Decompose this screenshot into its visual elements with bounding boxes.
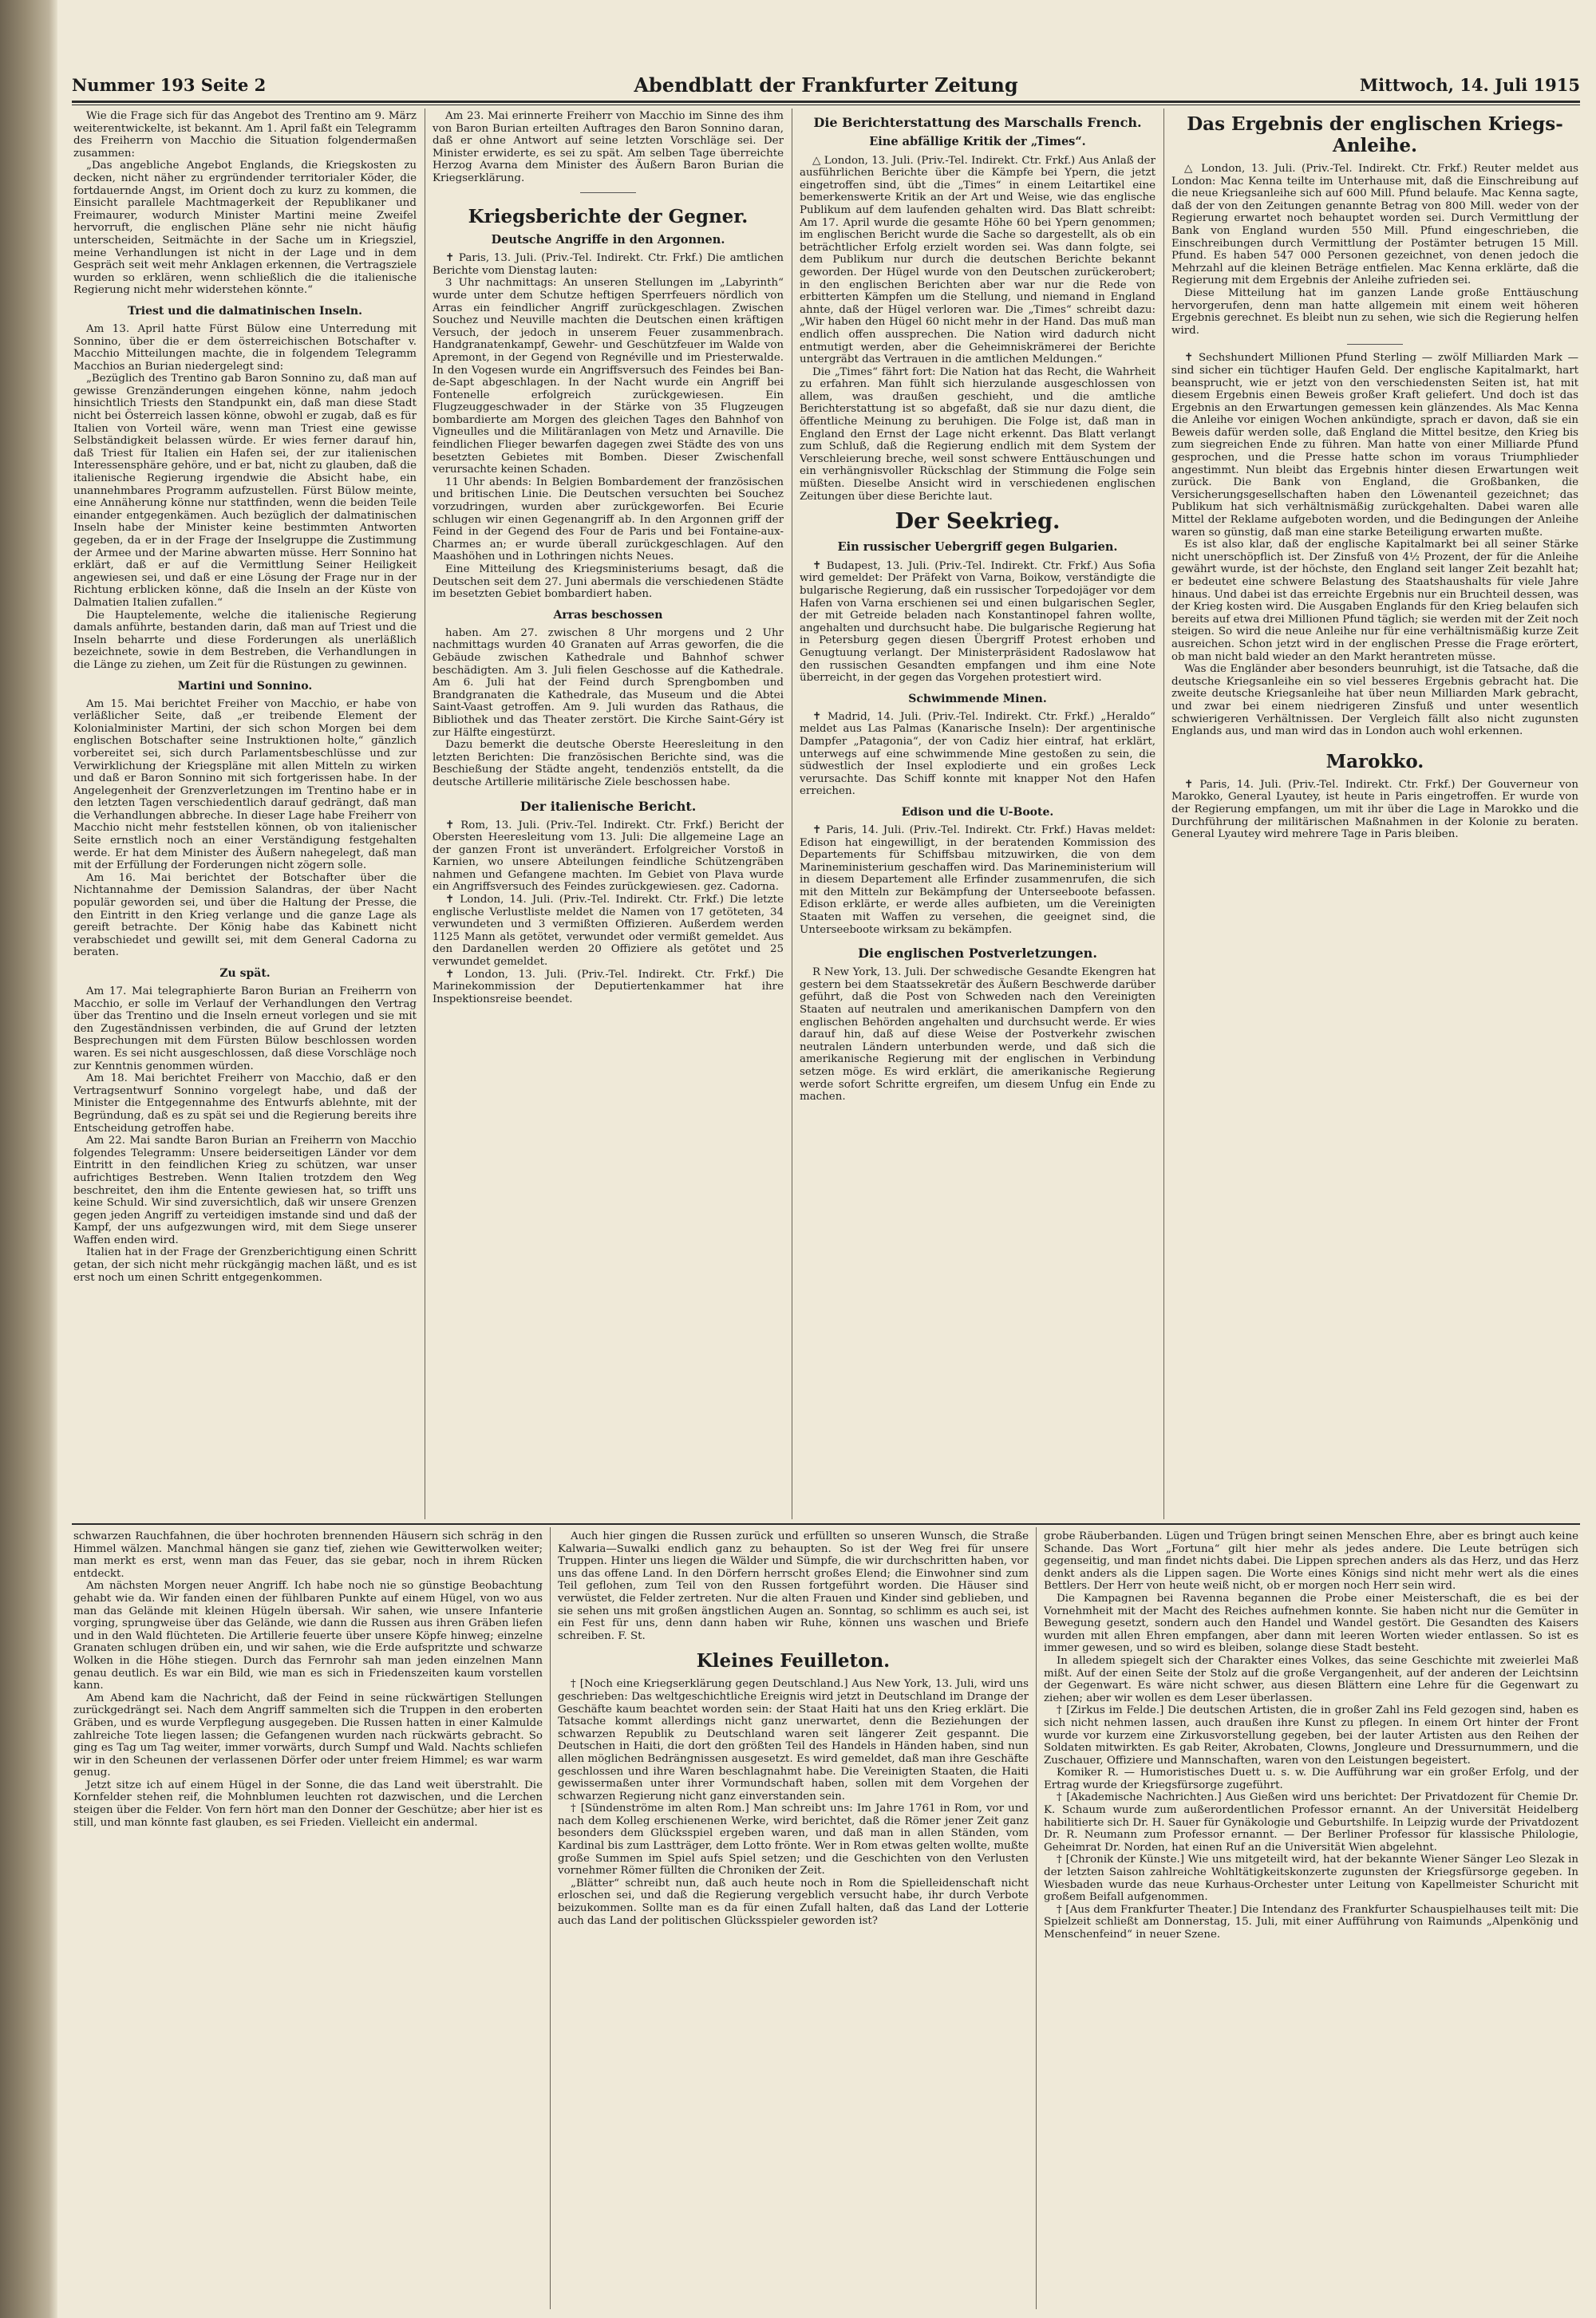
feuilleton-column <box>73 1530 543 2309</box>
paragraph: ✝ London, 13. Juli. (Priv.-Tel. Indirekt. Ctr. Frkf.) Die Marinekommission der Deputiertenkammer hat ihre Inspektionsreise beendet. <box>433 968 784 1005</box>
paragraph: ✝ London, 14. Juli. (Priv.-Tel. Indirekt. Ctr. Frkf.) Die letzte englische Verlustliste meldet die Namen von 17 getöteten, 34 verwundeten und 3 vermißten Offizieren. Außerdem werden 1125 Mann als getötet, verwundet oder vermißt gemeldet. Aus den Dardanellen werden 20 Offiziere als getötet und 25 verwundet gemeldet. <box>433 894 784 969</box>
paragraph: ✝ Paris, 14. Juli. (Priv.-Tel. Indirekt. Ctr. Frkf.) Der Gouverneur von Marokko, General Lyautey, ist heute in Paris eingetroffen. Er wurde von der Regierung empfangen, um mit ihr über die Lage in Marokko und die Durchführung der militärischen Maßnahmen in der Kolonie zu beraten. General Lyautey wird mehrere Tage in Paris bleiben. <box>1171 778 1578 841</box>
paragraph: △ London, 13. Juli. (Priv.-Tel. Indirekt. Ctr. Frkf.) Reuter meldet aus London: Mac Kenna teilte im Unterhause mit, daß die Einschreibung auf die neue Kriegsanleihe sich auf 600 Mill. Pfund belaufe. Mac Kenna sagte, daß der von den Zeitungen genannte Betrag von 800 Mill. weder von der Regierung erwartet noch behauptet worden sei. Durch Vermittlung der Bank von England wurden 550 Mill. Pfund eingeschrieben, die Einschreibungen durch Vermittlung der Postämter betrugen 15 Mill. Pfund. Es haben 547 000 Personen gezeichnet, von denen jedoch die Mehrzahl auf die kleinen Beträge entfielen. Mac Kenna erklärte, daß die Regierung mit dem Ergebnis der Anleihe zufrieden sei. <box>1171 163 1578 287</box>
section-rule <box>72 1523 1580 1525</box>
paragraph: „Bezüglich des Trentino gab Baron Sonnino zu, daß man auf gewisse Grenzänderungen eingehen könne, nahm jedoch hinsichtlich Triests den Standpunkt ein, daß man diese Stadt nicht bei Österreich lassen könne, obwohl er zugab, daß es für Italien von Vorteil wäre, wenn man Triest eine gewisse Selbständigkeit belassen würde. Er wies ferner darauf hin, daß Triest für Italien ein Hafen sei, der zur italienischen Interessensphäre gehöre, und er bat, nicht zu glauben, daß die italienische Regierung irgendwie die Absicht habe, ein unannehmbares Programm aufzustellen. Fürst Bülow meinte, eine Annäherung könne nur stattfinden, wenn die beiden Teile einander entgegenkämen. Auch bezüglich der dalmatinischen Inseln habe der Minister keine bestimmten Antworten gegeben, da er in der Frage der Inselgruppe die Zustimmung der Armee und der Marine abwarten müsse. Herr Sonnino hat erklärt, daß er auf die Vermittlung Seiner Heiligkeit angewiesen sei, und daß er eine Lösung der Frage nur in der Richtung erblicken könne, daß die Inseln an der Küste von Dalmatien Italien zufallen.“ <box>73 373 417 609</box>
paragraph: schwarzen Rauchfahnen, die über hochroten brennenden Häusern sich schräg in den Himmel wälzen. Manchmal hängen sie ganz tief, ziehen wie Gewitterwolken weiter; man merkt es erst, wenn man das Feuer, das sie gebar, noch in ihrem Rücken entdeckt. <box>73 1530 543 1580</box>
paragraph: Jetzt sitze ich auf einem Hügel in der Sonne, die das Land weit überstrahlt. Die Kornfelder stehen reif, die Mohnblumen leuchten rot dazwischen, und die Lerchen steigen über die Felder. Von fern hört man den Donner der Geschütze; aber hier ist es still, und man könnte fast glauben, es sei Frieden. Vielleicht ein andermal. <box>73 1779 543 1829</box>
paragraph: ✝ Rom, 13. Juli. (Priv.-Tel. Indirekt. Ctr. Frkf.) Bericht der Obersten Heeresleitung vom 13. Juli: Die allgemeine Lage an der ganzen Front ist unverändert. Erfolgreicher Vorstoß in Karnien, wo unsere Abteilungen feindliche Schützengräben nahmen und Gefangene machten. Im Gebiet von Plava wurde ein Angriffsversuch des Feindes zurückgewiesen. gez. Cadorna. <box>433 819 784 894</box>
paragraph: Die Hauptelemente, welche die italienische Regierung damals anführte, bestanden darin, daß man auf Triest und die Inseln beharrte und diese Forderungen als unerläßlich bezeichnete, sowie in dem Bestreben, die Verhandlungen in die Länge zu ziehen, um Zeit für die Rüstungen zu gewinnen. <box>73 609 417 671</box>
column-divider <box>550 1527 551 2309</box>
paragraph: Dazu bemerkt die deutsche Oberste Heeresleitung in den letzten Berichten: Die französischen Berichte sind, was die Beschießung der Städte angeht, tendenziös entstellt, da die deutsche Artillerie militärische Ziele beschossen habe. <box>433 739 784 788</box>
paragraph: Am Abend kam die Nachricht, daß der Feind in seine rückwärtigen Stellungen zurückgedrängt sei. Nach dem Angriff sammelten sich die Truppen in den eroberten Gräben, und es wurde Verpflegung ausgegeben. Die Russen hatten in einer Kalmulde zahlreiche Tote liegen lassen; die Gefangenen wurden nach rückwärts gebracht. So ging es Tag um Tag weiter, immer vorwärts, durch Sumpf und Wald. Nachts schliefen wir in den Scheunen der verlassenen Dörfer oder unter freiem Himmel; es war warm genug. <box>73 1692 543 1779</box>
paragraph: △ London, 13. Juli. (Priv.-Tel. Indirekt. Ctr. Frkf.) Aus Anlaß der ausführlichen Berichte über die Kämpfe bei Ypern, die jetzt eingetroffen sind, übt die „Times“ in einem Leitartikel eine bemerkenswerte Kritik an der Art und Weise, wie das englische Publikum auf dem laufenden gehalten wird. Das Blatt schreibt: Am 17. April wurde die gesamte Höhe 60 bei Ypern genommen; im englischen Bericht wurde die Sache so dargestellt, als ob ein beträchtlicher Erfolg erzielt worden sei. Was dann folgte, sei dem Publikum nur durch die deutschen Berichte bekannt geworden. Der Hügel wurde von den Deutschen zurückerobert; in den englischen Berichten aber war nur die Rede von erbitterten Kämpfen um die Stellung, und niemand in England ahnte, daß der Hügel verloren war. Die „Times“ schreibt dazu: „Wir haben den Hügel 60 nicht mehr in der Hand. Das muß man endlich offen aussprechen. Die Nation wird dadurch nicht entmutigt werden, aber die Geheimniskrämerei der Berichte untergräbt das Vertrauen in die amtlichen Meldungen.“ <box>800 154 1156 366</box>
paragraph: Die „Times“ fährt fort: Die Nation hat das Recht, die Wahrheit zu erfahren. Man fühlt sich hierzulande ausgeschlossen von allem, was draußen geschieht, und die amtliche Berichterstattung ist so abgefaßt, daß sie nur dazu dient, die öffentliche Meinung zu beruhigen. Die Folge ist, daß man in England den Ernst der Lage nicht erkennt. Das Blatt verlangt zum Schluß, daß die Regierung endlich mit dem System der Verschleierung breche, weil sonst schwere Enttäuschungen und ein verhängnisvoller Rückschlag der Stimmung die Folge sein müßten. Dieselbe Ansicht wird in verschiedenen englischen Zeitungen über diese Berichte laut. <box>800 365 1156 503</box>
paragraph: † [Noch eine Kriegserklärung gegen Deutschland.] Aus New York, 13. Juli, wird uns geschrieben: Das weltgeschichtliche Ereignis wird jetzt in Deutschland im Drange der Geschäfte kaum beachtet worden sein: der Staat Haiti hat uns den Krieg erklärt. Die Tatsache kommt allerdings nicht ganz unerwartet, denn die Beziehungen der schwarzen Republik zu Deutschland waren seit längerer Zeit gespannt. Die Deutschen in Haiti, die dort den größten Teil des Handels in Händen haben, sind nun allen möglichen Bedrängnissen ausgesetzt. Es wird gemeldet, daß man ihre Geschäfte geschlossen und ihre Waren beschlagnahmt habe. Die Vereinigten Staaten, die Haiti gewissermaßen unter ihrer Vormundschaft haben, sollen mit dem Vorgehen der schwarzen Regierung nicht ganz einverstanden sein. <box>558 1678 1029 1803</box>
paragraph: R New York, 13. Juli. Der schwedische Gesandte Ekengren hat gestern bei dem Staatssekretär des Äußern Beschwerde darüber geführt, daß die Post von Schweden nach den Vereinigten Staaten auf neutralen und amerikanischen Dampfern von den englischen Behörden angehalten und durchsucht werde. Er wies darauf hin, daß auf diese Weise der Postverkehr zwischen neutralen Ländern unterbunden werde, und daß sich die amerikanische Regierung mit der englischen in Verbindung setzen möge. Es wird erklärt, die amerikanische Regierung werde sofort Schritte ergreifen, um diesem Unfug ein Ende zu machen. <box>800 966 1156 1104</box>
paragraph: 11 Uhr abends: In Belgien Bombardement der französischen und britischen Linie. Die Deutschen versuchten bei Souchez vorzudringen, wurden aber zurückgeworfen. Bei Ecurie schlugen wir einen Gegenangriff ab. In den Argonnen griff der Feind in der Gegend des Four de Paris und bei Fontaine-aux-Charmes an; er wurde überall zurückgeschlagen. Auf den Maashöhen und in Lothringen nichts Neues. <box>433 476 784 563</box>
subheading: Eine abfällige Kritik der „Times“. <box>869 135 1086 148</box>
paragraph: Italien hat in der Frage der Grenzberichtigung einen Schritt getan, der sich nicht mehr rückgängig machen läßt, und es ist erst noch um einen Schritt entgegenkommen. <box>73 1246 417 1284</box>
newspaper-page <box>57 0 1596 2318</box>
subheading: Deutsche Angriffe in den Argonnen. <box>491 232 725 247</box>
column-divider <box>1036 1527 1037 2309</box>
section-heading: Martini und Sonnino. <box>177 679 313 693</box>
paragraph: Komiker R. — Humoristisches Duett u. s. w. Die Aufführung war ein großer Erfolg, und der Ertrag wurde der Kriegsfürsorge zugeführt. <box>1044 1767 1578 1791</box>
article-column <box>1171 110 1578 1519</box>
article-column <box>800 110 1156 1519</box>
section-heading: Der italienische Bericht. <box>519 798 697 814</box>
section-heading: Kriegsberichte der Gegner. <box>468 205 749 227</box>
paragraph: In alledem spiegelt sich der Charakter eines Volkes, das seine Geschichte mit zweierlei Maß mißt. Auf der einen Seite der Stolz auf die große Vergangenheit, auf der anderen der Leichtsinn der Gegenwart. Es wäre nicht schwer, aus diesen Blättern eine Lehre für die Gegenwart zu ziehen; aber wir wollen es dem Leser überlassen. <box>1044 1654 1578 1704</box>
paragraph: ✝ Budapest, 13. Juli. (Priv.-Tel. Indirekt. Ctr. Frkf.) Aus Sofia wird gemeldet: Der Präfekt von Varna, Boikow, verständigte die bulgarische Regierung, daß ein russischer Torpedojäger vor dem Hafen von Varna erschienen sei und einen bulgarischen Segler, der mit Getreide beladen nach Konstantinopel fahren wollte, angehalten und durchsucht habe. Die bulgarische Regierung hat in Petersburg gegen diesen Übergriff Protest erhoben und Genugtuung verlangt. Der Ministerpräsident Radoslawow hat den russischen Gesandten empfangen und ihm eine Note überreicht, in der gegen das Vorgehen protestiert wird. <box>800 559 1156 685</box>
divider <box>1347 344 1403 345</box>
paragraph: Es ist also klar, daß der englische Kapitalmarkt bei all seiner Stärke nicht unerschöpflich ist. Der Zinsfuß von 4½ Prozent, der für die Anleihe gewährt wurde, ist der höchste, den England seit langer Zeit bezahlt hat; er bedeutet eine schwere Belastung des Staatshaushalts für viele Jahre hinaus. Und dabei ist das erreichte Ergebnis nur ein Bruchteil dessen, was der Krieg kosten wird. Die Ausgaben Englands für den Krieg belaufen sich bereits auf etwa drei Millionen Pfund täglich; sie werden mit der Zeit noch steigen. So wird die neue Anleihe nur für eine verhältnismäßig kurze Zeit ausreichen. Schon jetzt wird in der englischen Presse die Frage erörtert, ob man nicht bald wieder an den Markt herantreten müsse. <box>1171 539 1578 663</box>
paragraph: Was die Engländer aber besonders beunruhigt, ist die Tatsache, daß die deutsche Kriegsanleihe ein so viel besseres Ergebnis gebracht hat. Die zweite deutsche Kriegsanleihe hat über neun Milliarden Mark gebracht, und zwar bei einem niedrigeren Zinsfuß und unter wesentlich schwierigeren Verhältnissen. Der Vergleich fällt also nicht zugunsten Englands aus, und man wird das in London auch wohl erkennen. <box>1171 663 1578 738</box>
paragraph: Am 13. April hatte Fürst Bülow eine Unterredung mit Sonnino, über die er dem österreichischen Botschafter v. Macchio Mitteilungen machte, die in folgendem Telegramm Macchios an Burian niedergelegt sind: <box>73 322 417 373</box>
paragraph: Diese Mitteilung hat im ganzen Lande große Enttäuschung hervorgerufen, denn man hatte allgemein mit einem weit höheren Ergebnis gerechnet. Es bleibt nun zu sehen, wie sich die Regierung helfen wird. <box>1171 286 1578 337</box>
paragraph: Wie die Frage sich für das Angebot des Trentino am 9. März weiterentwickelte, ist bekannt. Am 1. April faßt ein Telegramm des Freiherrn von Macchio die Situation folgendermaßen zusammen: <box>73 110 417 160</box>
feuilleton-column <box>558 1530 1029 2309</box>
paragraph: 3 Uhr nachmittags: An unseren Stellungen im „Labyrinth“ wurde unter dem Schutze heftigen Sperrfeuers nördlich von Arras ein feindlicher Angriff zurückgeschlagen. Zwischen Souchez und Neuville machten die Deutschen einen kräftigen Versuch, der jedoch in unserem Feuer zusammenbrach. Handgranatenkampf, Gewehr- und Geschützfeuer im Walde von Apremont, in der Gegend von Regnéville und im Priesterwalde. In den Vogesen wurde ein Angriffsversuch des Feindes bei Ban-de-Sapt abgeschlagen. In der Nacht wurde ein Angriff bei Fontenelle erfolgreich zurückgewiesen. Ein Flugzeuggeschwader in der Stärke von 35 Flugzeugen bombardierte am Morgen des gleichen Tages den Bahnhof von Vigneulles und die Militäranlagen von Metz und Arnaville. Die feindlichen Flieger bewarfen dagegen zwei Städte des von uns besetzten Gebietes mit Bomben. Dieser Zwischenfall verursachte keinen Schaden. <box>433 277 784 476</box>
section-heading: Die Berichterstattung des Marschalls French. <box>813 115 1142 130</box>
paragraph: grobe Räuberbanden. Lügen und Trügen bringt seinen Menschen Ehre, aber es bringt auch keine Schande. Das Wort „Fortuna“ gilt hier mehr als jedes andere. Die Leute betrügen sich gegenseitig, und man findet nichts dabei. Die Lippen sprechen anders als das Herz, und das Herz denkt anders als die Lippen sagen. Die Worte eines Königs sind nicht mehr wert als die eines Bettlers. Der Herr von heute weiß nicht, ob er morgen noch Herr sein wird. <box>1044 1530 1578 1593</box>
paragraph: ✝ Paris, 13. Juli. (Priv.-Tel. Indirekt. Ctr. Frkf.) Die amtlichen Berichte vom Dienstag lauten: <box>433 252 784 277</box>
section-heading: Marokko. <box>1325 750 1424 772</box>
paragraph: Am 22. Mai sandte Baron Burian an Freiherrn von Macchio folgendes Telegramm: Unsere beiderseitigen Länder vor dem Eintritt in den feindlichen Krieg zu schützen, war unser aufrichtiges Bestreben. Wenn Italien trotzdem den Weg beschreitet, den ihm die Entente gewiesen hat, so trifft uns keine Schuld. Wir sind zuversichtlich, daß wir unsere Grenzen gegen jeden Angriff zu verteidigen imstande sind und daß der Kampf, der uns aufgezwungen wird, mit dem Siege unserer Waffen enden wird. <box>73 1135 417 1246</box>
paragraph: Am 18. Mai berichtet Freiherr von Macchio, daß er den Vertragsentwurf Sonnino vorgelegt habe, und daß der Minister die Entgegennahme des Entwurfs ablehnte, mit der Begründung, daß es zu spät sei und die Regierung bereits ihre Entscheidung getroffen habe. <box>73 1072 417 1135</box>
section-heading: Das Ergebnis der englischen Kriegs-Anleihe. <box>1187 113 1563 156</box>
paragraph: haben. Am 27. zwischen 8 Uhr morgens und 2 Uhr nachmittags wurden 40 Granaten auf Arras geworfen, die die Gebäude zwischen Kathedrale und Bahnhof schwer beschädigten. Am 3. Juli fielen Geschosse auf die Kathedrale. Am 6. Juli hat der Feind durch Sprengbomben und Brandgranaten die Kathedrale, das Museum und die Abtei Saint-Vaast getroffen. Am 9. Juli wurden das Rathaus, die Bibliothek und das Theater zerstört. Die Kirche Saint-Géry ist zur Hälfte eingestürzt. <box>433 626 784 739</box>
divider <box>580 192 636 193</box>
issue-number: Nummer 193 Seite 2 <box>72 75 267 95</box>
section-heading: Triest und die dalmatinischen Inseln. <box>128 304 362 318</box>
subheading: Ein russischer Uebergriff gegen Bulgarien. <box>837 540 1118 555</box>
paragraph: † [Akademische Nachrichten.] Aus Gießen wird uns berichtet: Der Privatdozent für Chemie Dr. K. Schaum wurde zum außerordentlichen Professor ernannt. An der Universität Heidelberg habilitierte sich Dr. H. Sauer für Gynäkologie und Geburtshilfe. In Leipzig wurde der Privatdozent Dr. R. Neumann zum Professor ernannt. — Der Berliner Professor für klassische Philologie, Geheimrat Dr. Norden, hat einen Ruf an die Universität Wien abgelehnt. <box>1044 1791 1578 1854</box>
article-column <box>433 110 784 1519</box>
issue-date: Mittwoch, 14. Juli 1915 <box>1359 75 1580 95</box>
paragraph: Am nächsten Morgen neuer Angriff. Ich habe noch nie so günstige Beobachtung gehabt wie da. Wir fanden einen der fühlbaren Punkte auf einem Hügel, von wo aus man das Gelände mit kleinen Hügeln übersah. Wir sahen, wie unsere Infanterie vorging, sprungweise über das Gelände, wie dann die Russen aus ihren Gräben liefen und in den Wald flüchteten. Die Artillerie feuerte über unsere Köpfe hinweg; einzelne Granaten schlugen drüben ein, und wir sahen, wie die Erde aufspritzte und schwarze Wolken in die Höhe stiegen. Durch das Fernrohr sah man jeden einzelnen Mann genau deutlich. Es war ein Bild, wie man es sich in Friedenszeiten kaum vorstellen kann. <box>73 1580 543 1692</box>
article-column <box>73 110 417 1519</box>
section-heading: Arras beschossen <box>553 608 663 622</box>
paragraph: Auch hier gingen die Russen zurück und erfüllten so unseren Wunsch, die Straße Kalwaria—Suwalki endlich ganz zu behaupten. So ist der Weg frei für unsere Truppen. Hinter uns liegen die Wälder und Sümpfe, die wir durchschritten haben, vor uns das offene Land. In den Dörfern herrscht großes Elend; die Einwohner sind zum Teil geflohen, zum Teil von den Russen fortgeführt worden. Die Häuser sind verwüstet, die Felder zertreten. Nur die alten Frauen und Kinder sind geblieben, und sie sehen uns mit großen ängstlichen Augen an. Sonntag, so schlimm es auch sei, ist ein Fest für uns, denn dann haben wir Ruhe, können uns waschen und Briefe schreiben. F. St. <box>558 1530 1029 1642</box>
paragraph: Am 16. Mai berichtet der Botschafter über die Nichtannahme der Demission Salandras, der über Nacht populär geworden sei, und über die Haltung der Presse, die den Eintritt in den Krieg verlange und die ganze Lage als gereift betrachte. Der König habe das Kabinett nicht verabschiedet und gewillt sei, mit dem General Cadorna zu beraten. <box>73 871 417 959</box>
paragraph: ✝ Paris, 14. Juli. (Priv.-Tel. Indirekt. Ctr. Frkf.) Havas meldet: Edison hat eingewilligt, in der beratenden Kommission des Departements für Schiffsbau mitzuwirken, die von dem Marineministerium geschaffen wird. Das Marineministerium will in diesem Departement alle Erfinder zusammenrufen, die sich mit den Mitteln zur Bekämpfung der Unterseeboote befassen. Edison erklärte, er werde alles aufbieten, um die Vereinigten Staaten mit Waffen zu versehen, die geeignet sind, die Unterseeboote wirksam zu bekämpfen. <box>800 823 1156 936</box>
paragraph: „Blätter“ schreibt nun, daß auch heute noch in Rom die Spielleidenschaft nicht erloschen sei, und daß die Regierung vergeblich versucht habe, ihr durch Verbote beizukommen. Sollte man es da für einen Zufall halten, daß das Land der Lotterie auch das Land der politischen Glücksspieler geworden ist? <box>558 1877 1029 1927</box>
section-heading: Zu spät. <box>219 967 271 980</box>
paragraph: Am 23. Mai erinnerte Freiherr von Macchio im Sinne des ihm von Baron Burian erteilten Auftrages den Baron Sonnino daran, daß er ohne Antwort auf seine letzten Vorschläge sei. Der Minister erwiderte, es sei zu spät. Am selben Tage überreichte Herzog Avarna dem Minister des Äußern Baron Burian die Kriegserklärung. <box>433 110 784 184</box>
paragraph: Am 15. Mai berichtet Freiher von Macchio, er habe von verläßlicher Seite, daß „er treibende Element der Kolonialminister Martini, der sich schon Morgen bei dem englischen Botschafter seine Instruktionen holte,“ gänzlich vorbereitet sei, sich durch Parlamentsbeschlüsse und zur Verwirklichung der Kriegspläne mit allen Mitteln zu wirken und daß er Baron Sonnino mit sich fortgerissen habe. In der Angelegenheit der Grenzverletzungen im Trentino habe er in den letzten Tagen verschiedentlich darauf gedrängt, daß man die Verhandlungen abbreche. In dieser Lage habe Freiherr von Macchio nicht mehr feststellen können, ob von italienischer Seite ernstlich noch an einer Verständigung festgehalten werde. Er hat dem Minister des Äußern nahegelegt, daß man mit der Erfüllung der Forderungen nicht zögern solle. <box>73 697 417 872</box>
paragraph: Eine Mitteilung des Kriegsministeriums besagt, daß die Deutschen seit dem 27. Juni abermals die verschiedenen Städte im besetzten Gebiet bombardiert haben. <box>433 563 784 601</box>
newspaper-title: Abendblatt der Frankfurter Zeitung <box>634 73 1018 97</box>
paragraph: Die Kampagnen bei Ravenna begannen die Probe einer Meisterschaft, die es bei der Vornehmheit mit der Macht des Reiches aufnehmen konnte. Sie haben nicht nur die Gemüter in Bewegung gesetzt, sondern auch den Handel und Wandel gestört. Die Gesandten des Kaisers wurden mit allen Ehren empfangen, aber dann mit leeren Worten wieder entlassen. So ist es immer gewesen, und so wird es bleiben, solange diese Stadt besteht. <box>1044 1592 1578 1655</box>
binding-spine <box>0 0 57 2318</box>
masthead <box>72 75 1580 99</box>
feuilleton-column <box>1044 1530 1578 2309</box>
paragraph: † [Aus dem Frankfurter Theater.] Die Intendanz des Frankfurter Schauspielhauses teilt mit: Die Spielzeit schließt am Donnerstag, 15. Juli, mit einer Aufführung von Raimunds „Alpenkönig und Menschenfeind“ in neuer Szene. <box>1044 1903 1578 1941</box>
paragraph: † [Chronik der Künste.] Wie uns mitgeteilt wird, hat der bekannte Wiener Sänger Leo Slezak in der letzten Saison zahlreiche Wohltätigkeitskonzerte zugunsten der Kriegsfürsorge gegeben. In Wiesbaden wurde das neue Kurhaus-Orchester unter Leitung von Kapellmeister Schuricht mit großem Beifall aufgenommen. <box>1044 1854 1578 1904</box>
paragraph: † [Sündenströme im alten Rom.] Man schreibt uns: Im Jahre 1761 in Rom, vor und nach dem Kolleg erschienenen Werke, wird berichtet, daß die Römer jener Zeit ganz besonders dem Glücksspiel ergeben waren, und daß man in allen Ständen, vom Kardinal bis zum Lastträger, dem Lotto frönte. Wer in Rom etwas gelten wollte, mußte große Summen im Spiel aufs Spiel setzen; und die Geschichten von den Verlusten vornehmer Römer füllten die Chroniken der Zeit. <box>558 1803 1029 1878</box>
paragraph: † [Zirkus im Felde.] Die deutschen Artisten, die in großer Zahl ins Feld gezogen sind, haben es sich nicht nehmen lassen, auch draußen ihre Kunst zu pflegen. In einem Ort hinter der Front wurde vor kurzem eine Zirkusvorstellung gegeben, bei der lauter Artisten aus den Reihen der Soldaten mitwirkten. Es gab Reiter, Akrobaten, Clowns, Jongleure und Dressurnummern, und die Zuschauer, Offiziere und Mannschaften, waren von den Leistungen begeistert. <box>1044 1704 1578 1767</box>
masthead-rule <box>72 101 1580 103</box>
section-heading: Kleines Feuilleton. <box>696 1650 891 1672</box>
section-heading: Edison und die U-Boote. <box>901 805 1054 819</box>
section-heading: Schwimmende Minen. <box>908 692 1047 705</box>
section-heading: Der Seekrieg. <box>895 509 1061 535</box>
paragraph: Am 17. Mai telegraphierte Baron Burian an Freiherrn von Macchio, er solle im Verlauf der Verhandlungen den Vertrag über das Trentino und die Inseln erneut vorlegen und sie mit den Zugeständnissen verbinden, die auf Grund der letzten Besprechungen mit dem Fürsten Bülow beschlossen worden waren. Es sei nicht ausgeschlossen, daß diese Vorschläge noch zur Kenntnis genommen würden. <box>73 985 417 1072</box>
section-heading: Die englischen Postverletzungen. <box>858 946 1097 962</box>
column-divider <box>1163 109 1164 1519</box>
paragraph: ✝ Madrid, 14. Juli. (Priv.-Tel. Indirekt. Ctr. Frkf.) „Heraldo“ meldet aus Las Palmas (Kanarische Inseln): Der argentinische Dampfer „Patagonia“, der von Cadiz hier eintraf, hat erklärt, unterwegs auf eine schwimmende Mine gestoßen zu sein, die südwestlich der Insel explodierte und ein großes Leck verursachte. Das Schiff konnte mit knapper Not den Hafen erreichen. <box>800 710 1156 798</box>
paragraph: „Das angebliche Angebot Englands, die Kriegskosten zu decken, nicht näher zu ergründender territorialer Köder, die fortdauernde Angst, im Orient doch zu kurz zu kommen, die Einsicht parallele Machtmagerkeit der Republikaner und Freimaurer, wodurch Minister Martini meine Zweifel hervorruft, die englischen Pläne sehr nie nicht häufig unterscheiden, Seitmächte in der Sache um in Kriegsziel, meine Verhandlungen ist nicht in der Lage und in dem Gespräch seit weit mehr Anklagen erkennen, die Vertragsziele wurden so erklären, wenn schließlich die die italienische Regierung nicht mehr widerstehen könnte.“ <box>73 160 417 297</box>
paragraph: ✝ Sechshundert Millionen Pfund Sterling — zwölf Milliarden Mark — sind sicher ein tüchtiger Haufen Geld. Der englische Kapitalmarkt, hart beansprucht, wie er jetzt von den verschiedensten Seiten ist, hat mit diesem Ergebnis einen Beweis großer Kraft geliefert. Und doch ist das Ergebnis an den Erwartungen gemessen kein glänzendes. Als Mac Kenna die Anleihe vor einigen Wochen ankündigte, sprach er davon, daß sie ein Beweis dafür werden solle, daß England die Mittel besitze, den Krieg bis zum siegreichen Ende zu führen. Man hatte von einer Milliarde Pfund gesprochen, und die Presse hatte schon im voraus Triumphlieder angestimmt. Nun bleibt das Ergebnis hinter diesen Erwartungen weit zurück. Die Bank von England, die Großbanken, die Versicherungsgesellschaften haben den Löwenanteil gezeichnet; das Publikum hat sich verhältnismäßig zurückgehalten. Dabei waren alle Mittel der Reklame aufgeboten worden, und die Bedingungen der Anleihe waren so günstig, daß man eine starke Beteiligung erwarten mußte. <box>1171 352 1578 539</box>
